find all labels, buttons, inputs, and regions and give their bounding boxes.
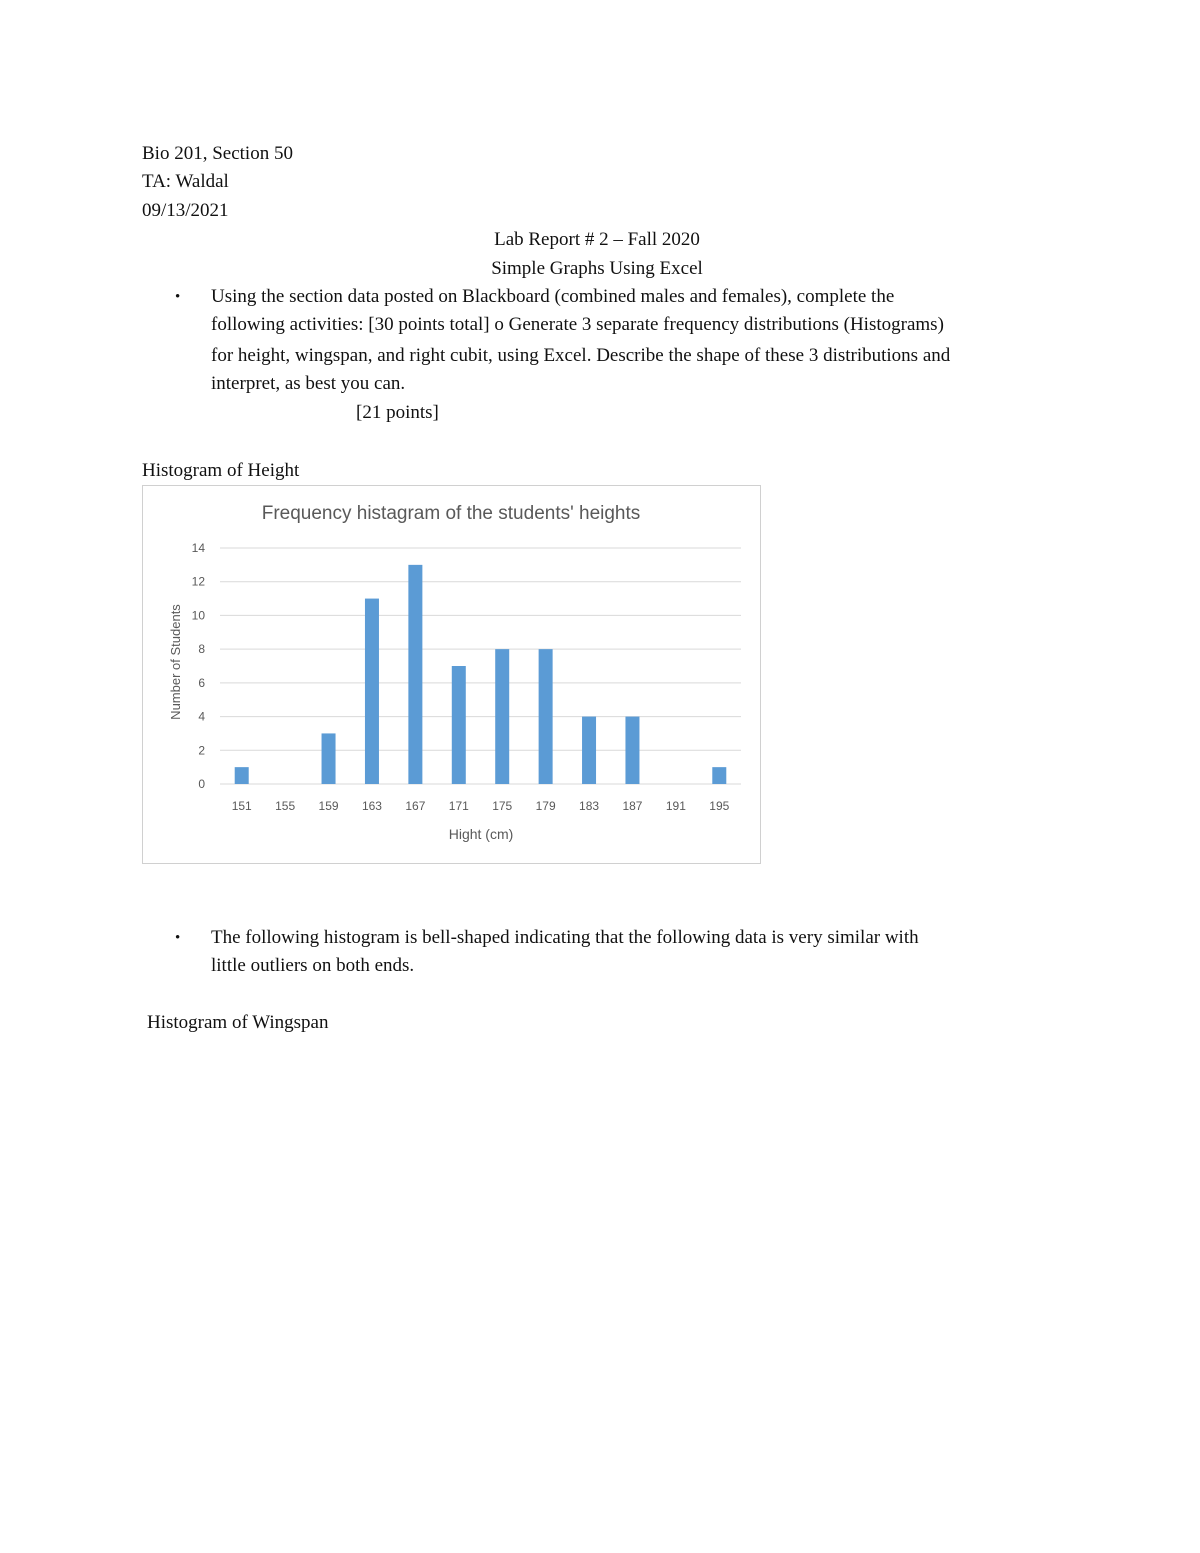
x-tick-label: 159: [318, 799, 339, 813]
report-title: Lab Report # 2 – Fall 2020: [494, 229, 700, 250]
x-tick-label: 191: [665, 799, 686, 813]
bullet-icon: •: [175, 930, 181, 946]
histogram-bar: [539, 649, 553, 784]
instructions-points: [21 points]: [356, 402, 439, 423]
x-tick-label: 155: [275, 799, 296, 813]
x-tick-label: 195: [709, 799, 730, 813]
x-tick-label: 151: [231, 799, 252, 813]
y-tick-label: 8: [198, 642, 205, 657]
x-tick-label: 179: [535, 799, 556, 813]
histogram-bar: [712, 767, 726, 784]
histogram-bar: [625, 717, 639, 784]
histogram-bar: [322, 733, 336, 784]
date-line: 09/13/2021: [142, 200, 229, 221]
y-tick-label: 10: [191, 608, 205, 623]
ta-line: TA: Waldal: [142, 171, 229, 192]
bullet-icon: •: [175, 289, 181, 305]
instructions-line-1: Using the section data posted on Blackboard (combined males and females), complete the: [211, 286, 895, 307]
y-tick-label: 6: [198, 675, 205, 690]
report-subtitle: Simple Graphs Using Excel: [491, 258, 703, 279]
histogram-bar: [452, 666, 466, 784]
course-line: Bio 201, Section 50: [142, 143, 293, 164]
section-heading-wingspan: Histogram of Wingspan: [147, 1012, 329, 1033]
chart-canvas: [143, 486, 760, 863]
y-axis-label: Number of Students: [168, 604, 183, 720]
histogram-bar: [495, 649, 509, 784]
section-heading-height: Histogram of Height: [142, 460, 300, 481]
x-tick-label: 167: [405, 799, 426, 813]
x-axis-label: Hight (cm): [448, 826, 514, 842]
interpretation-line-2: little outliers on both ends.: [211, 955, 415, 976]
instructions-line-2: following activities: [30 points total] o Generate 3 separate frequency distributions (Histograms): [211, 314, 944, 335]
histogram-bar: [235, 767, 249, 784]
x-tick-label: 163: [361, 799, 382, 813]
y-tick-label: 2: [198, 743, 205, 758]
y-tick-label: 0: [198, 777, 205, 791]
histogram-bar: [582, 717, 596, 784]
x-tick-label: 171: [448, 799, 469, 813]
x-tick-label: 183: [579, 799, 600, 813]
instructions-line-3: for height, wingspan, and right cubit, using Excel. Describe the shape of these 3 distributions and: [211, 345, 951, 366]
height-histogram-chart: [142, 485, 761, 864]
histogram-bar: [365, 599, 379, 784]
y-tick-label: 14: [191, 541, 205, 555]
chart-title: Frequency histagram of the students' heights: [261, 503, 641, 524]
y-tick-label: 12: [191, 574, 205, 589]
x-tick-label: 175: [492, 799, 513, 813]
instructions-line-4: interpret, as best you can.: [211, 373, 406, 394]
x-tick-label: 187: [622, 799, 643, 813]
interpretation-line-1: The following histogram is bell-shaped indicating that the following data is very similar with: [211, 927, 919, 948]
y-tick-label: 4: [198, 709, 205, 724]
histogram-bar: [408, 565, 422, 784]
